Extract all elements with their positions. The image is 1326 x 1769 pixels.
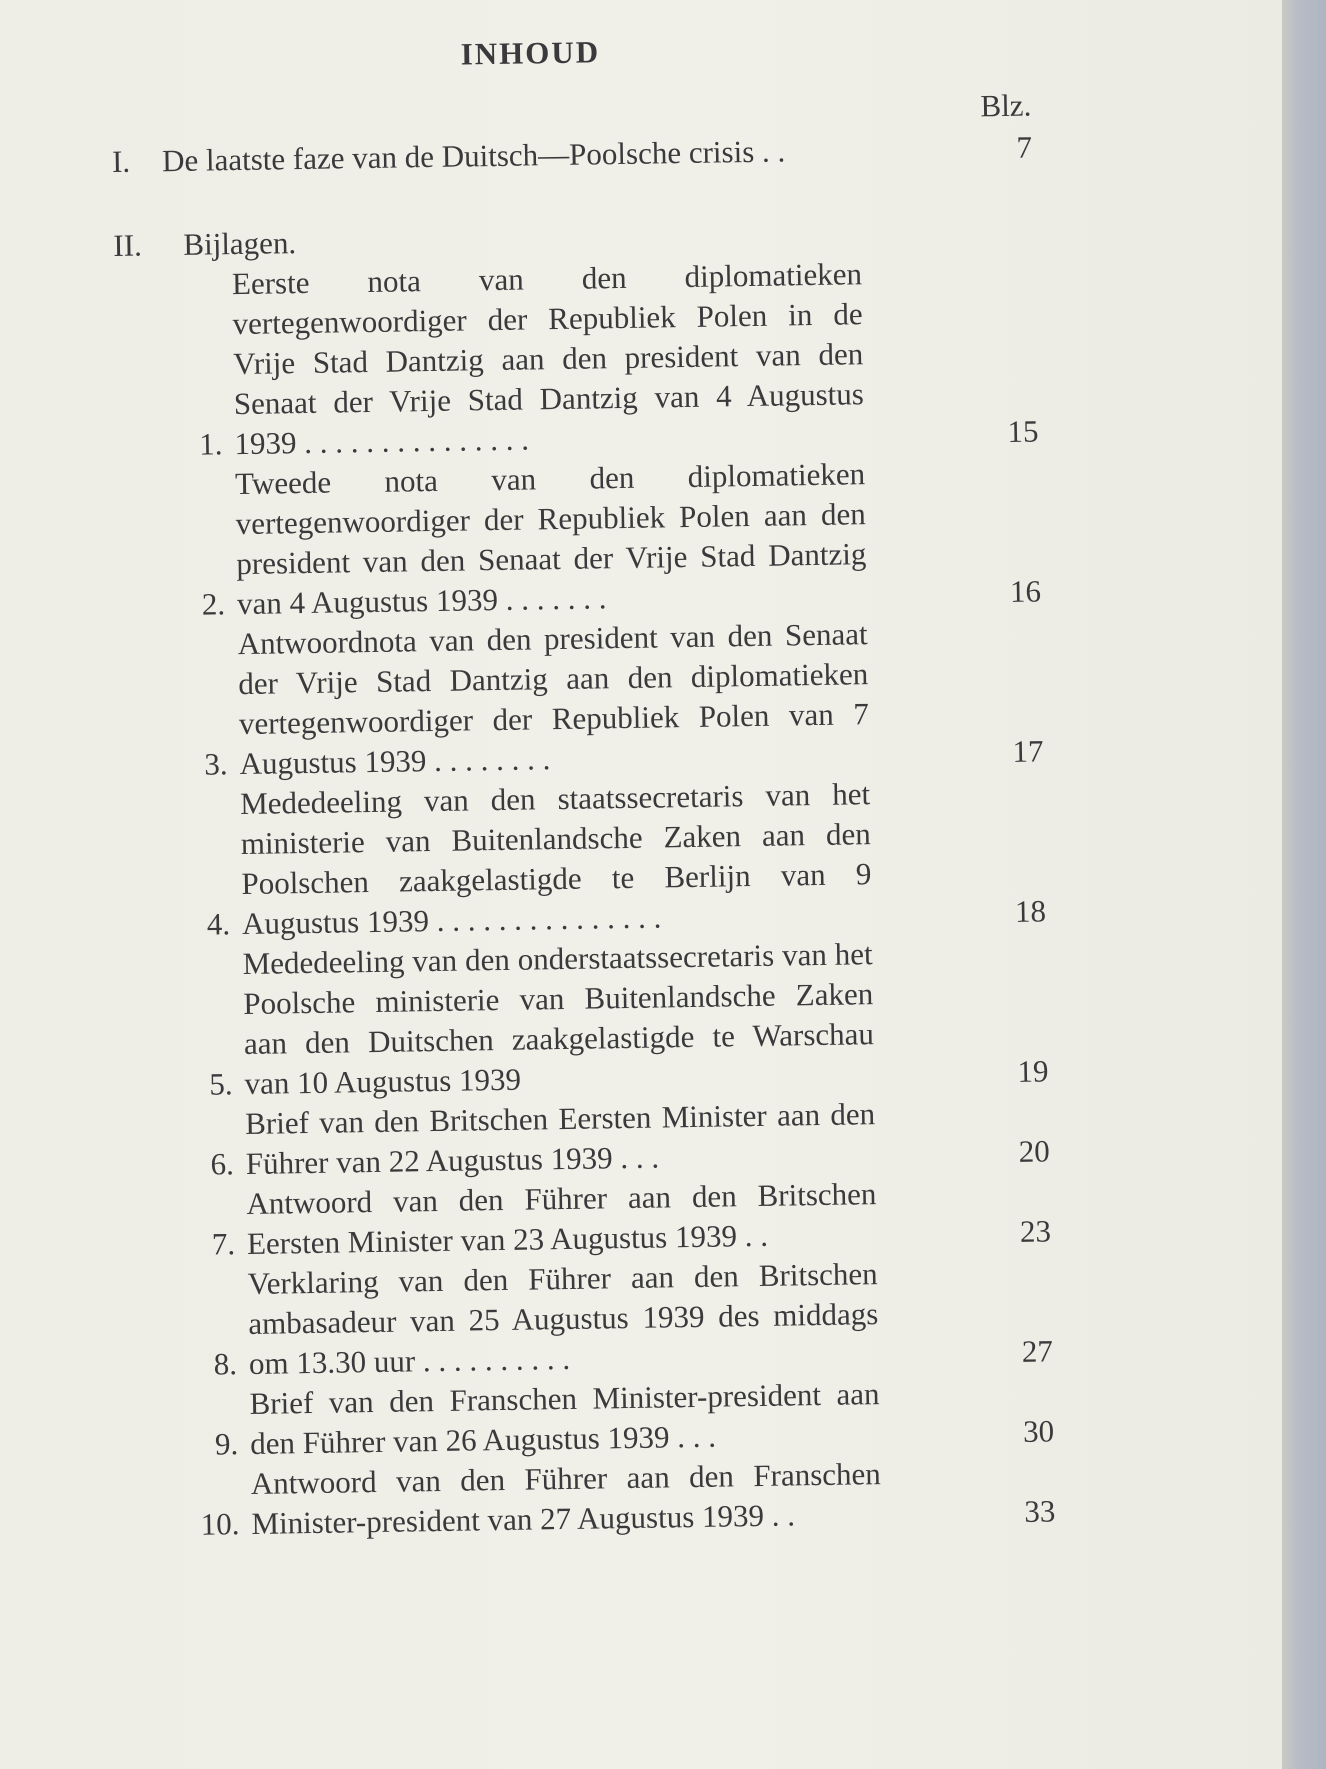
entry-text: Eerste nota van den diplomatieken vertegenwoordiger der Republiek Polen in de Vrije Stad Dantzig aan den president van den Senaat der Vrije Stad Dantzig van 4 Augustus 1939 . . . . . . . . . . . . . . .	[231, 256, 865, 462]
entry-number: 9.	[214, 1426, 239, 1462]
section-number: II.	[113, 227, 143, 263]
entry-number: 1.	[198, 426, 223, 462]
entry-number: 8.	[213, 1346, 238, 1382]
entry-number: 2.	[201, 586, 226, 622]
section-page-number: 7	[1016, 129, 1033, 165]
toc-entry	[127, 1091, 1088, 1186]
section-title: De laatste faze van de Duitsch—Poolsche crisis . .	[161, 133, 786, 179]
entry-page-number: 27	[1021, 1333, 1054, 1369]
entry-page-number: 19	[1017, 1053, 1049, 1089]
table-of-contents	[110, 15, 1094, 1546]
section-number: I.	[111, 143, 131, 179]
toc-entry	[114, 251, 1077, 466]
entry-text: Verklaring van den Führer aan den Britschen ambasadeur van 25 Augustus 1939 des middags om 13.30 uur . . . . . . . . . .	[247, 1256, 879, 1381]
entry-page-number: 23	[1019, 1213, 1052, 1249]
page-column-header: Blz.	[980, 87, 1032, 124]
toc-entry	[129, 1251, 1091, 1386]
toc-entry	[117, 451, 1079, 626]
entry-text: Brief van den Franschen Minister-president aan den Führer van 26 Augustus 1939 . . .	[249, 1376, 880, 1461]
entry-number: 7.	[211, 1226, 236, 1262]
toc-entry	[124, 931, 1086, 1106]
entry-number: 3.	[204, 746, 228, 782]
toc-entry	[133, 1451, 1094, 1546]
entry-page-number: 17	[1012, 733, 1044, 769]
entry-text: Mededeeling van den staatssecretaris van het ministerie van Buitenlandsche Zaken aan den Poolschen zaakgelastigde te Berlijn van 9 Augustus 1939 . . . . . . . . . . . . . . .	[239, 776, 872, 942]
entry-text: Antwoord van den Führer aan den Britschen Eersten Minister van 23 Augustus 1939 . .	[246, 1176, 877, 1261]
entry-number: 5.	[209, 1066, 233, 1102]
entry-number: 10.	[200, 1506, 240, 1542]
entry-text: Brief van den Britschen Eersten Minister aan den Führer van 22 Augustus 1939 . . .	[244, 1096, 876, 1182]
entry-page-number: 33	[1024, 1493, 1056, 1529]
toc-entry	[119, 611, 1081, 786]
entry-number: 4.	[206, 906, 231, 942]
toc-entry	[122, 771, 1084, 946]
entry-page-number: 30	[1022, 1413, 1055, 1449]
toc-entry	[131, 1371, 1092, 1466]
entry-page-number: 18	[1014, 893, 1047, 929]
entry-number: 6.	[210, 1146, 235, 1182]
section-title: Bijlagen.	[183, 225, 297, 262]
entry-page-number: 16	[1009, 573, 1042, 609]
entry-text: Tweede nota van den diplomatieken vertegenwoordiger der Republiek Polen aan den president van den Senaat der Vrije Stad Dantzig van 4 Augustus 1939 . . . . . . .	[234, 456, 867, 622]
page-title: INHOUD	[460, 34, 601, 72]
next-page-edge	[1282, 0, 1326, 1769]
entry-text: Mededeeling van den onderstaatssecretaris van het Poolsche ministerie van Buitenlandsche Zaken aan den Duitschen zaakgelastigde te Warschau van 10 Augustus 1939	[242, 936, 875, 1102]
entry-page-number: 15	[1007, 413, 1039, 449]
entry-text: Antwoord van den Führer aan den Franschen Minister-president van 27 Augustus 1939 . .	[250, 1456, 882, 1541]
toc-entry	[128, 1171, 1089, 1266]
entry-text: Antwoordnota van den president van den Senaat der Vrije Stad Dantzig aan den diplomatieken vertegenwoordiger der Republiek Polen van 7 Augustus 1939 . . . . . . . .	[237, 616, 870, 782]
entry-page-number: 20	[1018, 1133, 1050, 1169]
